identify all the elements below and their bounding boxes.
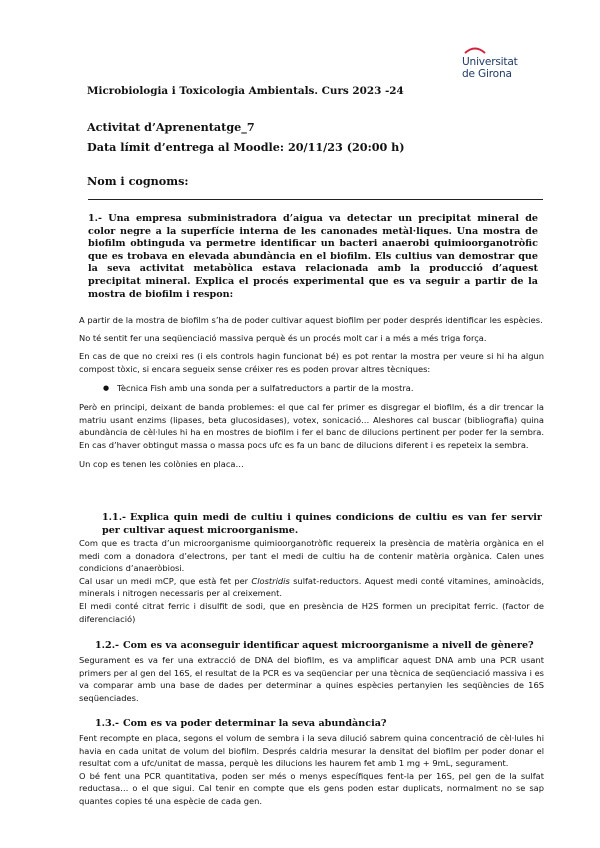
answer-1-1-p2-pre: Cal usar un medi mCP, que està fet per [79, 575, 252, 586]
answer-1-3-p1: Fent recompte en placa, segons el volum de sembra i la seva dilució sabrem quina concentració de cèl·lules hi havia en cada unitat de volum del biofilm. Després caldria mesurar la densitat del biofilm per poder donar el resultat com a ufc/unitat de massa, perquè les dilucions les haurem fet amb 1 mg + 9mL, segurament. [79, 733, 544, 769]
question-1-3-text: Com es va poder determinar la seva abundància? [123, 718, 387, 729]
bullet-item: ● Tècnica Fish amb una sonda per a sulfatreductors a partir de la mostra. [79, 382, 544, 395]
question-1-2-number: 1.2.- [95, 640, 120, 651]
answer-1-1-p2 [79, 575, 544, 600]
answer-1-3-p2: O bé fent una PCR quantitativa, poden ser més o menys específiques fent-la per 16S, pel gen de la sulfat reductasa… o el que sigui. Cal tenir en compte que els gens poden estar duplicats, normalment no se sap quantes copies té una espècie de cada gen. [79, 770, 544, 806]
question-1-1-number: 1.1.- [102, 512, 127, 523]
answer-1-3 [79, 732, 544, 808]
question-1-1 [102, 512, 542, 537]
logo-text [462, 56, 518, 80]
answer-1-1-p2-post: sulfat-reductors. Aquest medi conté vitamines, aminoàcids, minerals i nitrogen necessaris per al creixement. [79, 575, 544, 599]
answer-1-1 [79, 537, 544, 625]
answer-1-2-p1: Segurament es va fer una extracció de DNA del biofilm, es va amplificar aquest DNA amb una PCR usant primers per al gen del 16S, el resultat de la PCR es va seqüenciar per una tècnica de seqüenciació massiva i es va comparar amb una base de dades per determinar a quines espècies pertanyien les seqüències de 16S seqüenciades. [79, 655, 544, 703]
answer-1-bullets [79, 382, 544, 395]
course-title: Microbiologia i Toxicologia Ambientals. Curs 2023 -24 [87, 85, 404, 97]
deadline: Data límit d’entrega al Moodle: 20/11/23 (20:00 h) [87, 140, 405, 154]
answer-1-p5: Un cop es tenen les colònies en placa… [79, 459, 244, 470]
question-1-2 [95, 640, 545, 653]
name-label: Nom i cognoms: [87, 174, 189, 188]
answer-1-2 [79, 654, 544, 704]
name-underline [88, 199, 543, 200]
logo-accent-icon [464, 46, 486, 54]
answer-1-1-p1: Com que es tracta d’un microorganisme quimioorganotròfic requereix la presència de matèria orgànica en el medi com a donadora d’electrons, per tant el medi de cultiu ha de contenir matèria orgànica. Calen unes condicions d’anaeròbiosi. [79, 538, 544, 574]
answer-1-1-p3: El medi conté citrat ferric i disulfit de sodi, que en presència de H2S formen un precipitat ferric. (factor de diferenciació) [79, 600, 544, 624]
answer-1-p1: A partir de la mostra de biofilm s’ha de poder cultivar aquest biofilm per poder després identificar les espècies. [79, 315, 543, 325]
answer-1-1-p2-italic: Clostridis [251, 575, 290, 586]
university-logo [462, 46, 532, 84]
question-1-text: Una empresa subministradora d’aigua va detectar un precipitat mineral de color negre a la superfície interna de les canonades metàl·liques. Una mostra de biofilm obtinguda va permetre identificar un bacteri anaerobi quimioorganotròfic que es trobava en elevada abundància en el biofilm. Els cultius van demostrar que la seva activitat metabòlica estava relacionada amb la producció d’aquest precipitat mineral. Explica el procés experimental que es va seguir a partir de la mostra de biofilm i respon: [88, 213, 539, 300]
question-1-3 [95, 718, 545, 731]
answer-1-p2: No té sentit fer una seqüenciació massiva perquè és un procés molt car i a més a més triga força. [79, 332, 487, 343]
logo-line-1: Universitat [462, 56, 518, 68]
answer-1-p4: Però en principi, deixant de banda problemes: el que cal fer primer es disgregar el biofilm, és a dir trencar la matriu usant enzims (lipases, beta glucosidases), votex, sonicació… Aleshores cal buscar (bibliografia) quina abundància de cèl·lules hi ha en mostres de biofilm i fer el banc de dilucions pertinent per poder fer la sembra. En cas d’haver obtingut massa o massa pocs ufc es fa un banc de dilucions diferent i es repeteix la sembra. [79, 401, 544, 450]
question-1 [88, 213, 538, 301]
answer-1 [79, 314, 544, 471]
answer-1-p3: En cas de que no creixi res (i els controls hagin funcionat bé) es pot rentar la mostra per veure si hi ha algun compost tòxic, si encara segueix sense créixer res es poden provar altres tècniques: [79, 351, 544, 374]
question-1-2-text: Com es va aconseguir identificar aquest microorganisme a nivell de gènere? [123, 640, 534, 651]
question-1-3-number: 1.3.- [95, 718, 120, 729]
question-1-1-text: Explica quin medi de cultiu i quines condicions de cultiu es van fer servir per cultivar aquest microorganisme. [102, 512, 542, 536]
logo-line-2: de Girona [462, 68, 512, 80]
activity-title: Activitat d’Aprenentatge_7 [87, 120, 255, 134]
question-1-number: 1.- [88, 213, 102, 224]
